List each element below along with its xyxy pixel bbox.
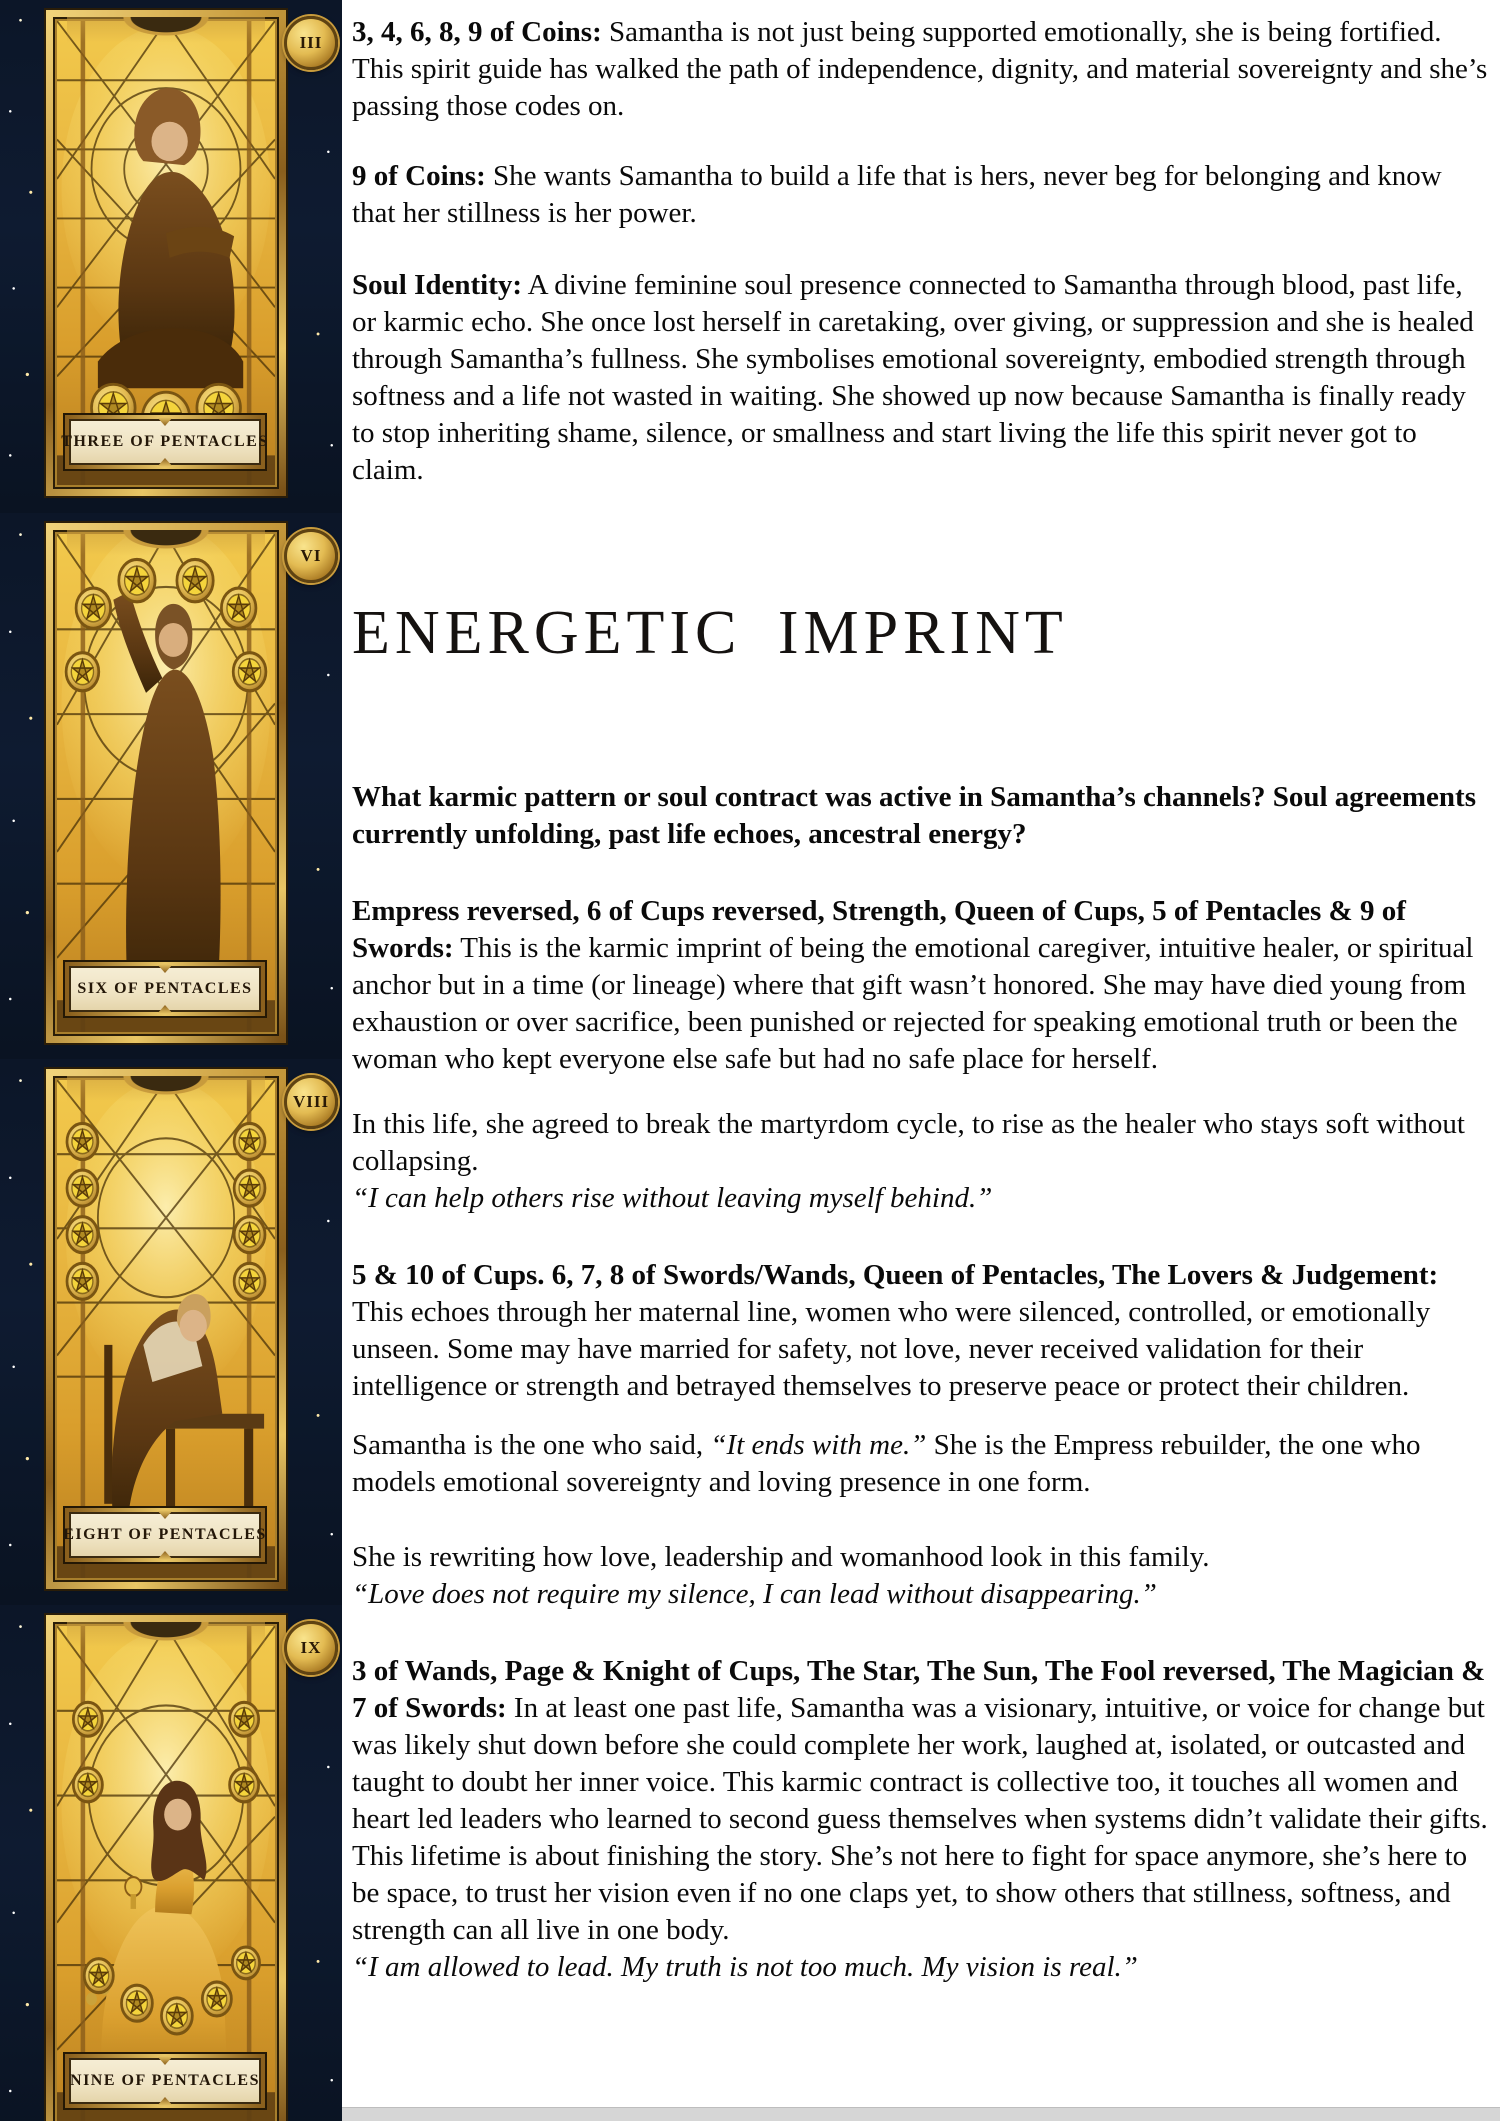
paragraph-maternal-line xyxy=(352,1257,1488,1405)
tarot-card-three-of-pentacles xyxy=(0,0,342,506)
tarot-card-eight-of-pentacles xyxy=(0,1059,342,1599)
card-frame xyxy=(46,10,286,496)
paragraph-label: 3, 4, 6, 8, 9 of Coins: xyxy=(352,16,602,48)
paragraph-label: 5 & 10 of Cups. 6, 7, 8 of Swords/Wands, Queen of Pentacles, The Lovers & Judgement: xyxy=(352,1259,1439,1291)
affirmation-quote: “I am allowed to lead. My truth is not too much. My vision is real.” xyxy=(352,1951,1138,1983)
roman-numeral-badge xyxy=(284,16,338,70)
card-name-banner xyxy=(65,2054,265,2108)
paragraph-label: 9 of Coins: xyxy=(352,160,486,192)
card-numeral: III xyxy=(299,33,323,52)
card-name: THREE OF PENTACLES xyxy=(61,433,269,450)
paragraph-body: In at least one past life, Samantha was a visionary, intuitive, or voice for change but was likely shut down before she could complete her work, laughed at, isolated, or outcasted and taught to doubt her inner voice. This karmic contract is collective too, it touches all women and heart led leaders who learned to second guess themselves when systems didn’t validate their gifts. This lifetime is about finishing the story. She’s not here to fight for space anymore, she’s here to be space, to trust her vision even if no one claps yet, to show others that stillness, softness, and strength can all live in one body. xyxy=(352,1692,1488,1946)
paragraph-body: This echoes through her maternal line, women who were silenced, controlled, or emotionally unseen. Some may have married for safety, not love, never received validation for their intelligence or strength and betrayed themselves to preserve peace or protect their children. xyxy=(352,1296,1431,1402)
stained-glass-art xyxy=(57,1080,275,1578)
paragraph-body: She is the Empress rebuilder, the one who models emotional sovereignty and loving presence in one form. xyxy=(352,1429,1421,1498)
affirmation-quote: “I can help others rise without leaving myself behind.” xyxy=(352,1182,993,1214)
roman-numeral-badge xyxy=(284,1075,338,1129)
card-frame xyxy=(46,1069,286,1589)
paragraph-karmic-imprint xyxy=(352,893,1488,1078)
card-name-banner xyxy=(61,415,269,469)
card-numeral: VI xyxy=(300,546,322,565)
card-name-banner xyxy=(65,962,265,1016)
paragraph-label: Empress reversed, 6 of Cups reversed, Strength, Queen of Cups, 5 of Pentacles & 9 of Swords: xyxy=(352,895,1406,964)
paragraph-body: Samantha is not just being supported emotionally, she is being fortified. This spirit guide has walked the path of independence, dignity, and material sovereignty and she’s passing those codes on. xyxy=(352,16,1488,122)
card-numeral: VIII xyxy=(292,1092,330,1111)
paragraph-nine-of-coins xyxy=(352,158,1488,232)
paragraph-rewriting xyxy=(352,1539,1488,1613)
paragraph-body: This is the karmic imprint of being the emotional caregiver, intuitive healer, or spiritual anchor but in a time (or lineage) where that gift wasn’t honored. She may have died young from exhaustion or over sacrifice, been punished or rejected for speaking emotional truth or been the woman who kept everyone else safe but had no safe place for herself. xyxy=(352,932,1474,1075)
card-name: NINE OF PENTACLES xyxy=(70,2072,260,2089)
card-name: EIGHT OF PENTACLES xyxy=(63,1526,267,1543)
paragraph-body: She wants Samantha to build a life that is hers, never beg for belonging and know that her stillness is her power. xyxy=(352,160,1442,229)
tarot-card-column xyxy=(0,0,342,2121)
card-frame xyxy=(46,1615,286,2121)
reading-text-column xyxy=(352,0,1488,1986)
next-page-edge xyxy=(342,2107,1500,2121)
roman-numeral-badge xyxy=(284,529,338,583)
stained-glass-art xyxy=(57,534,275,1032)
paragraph-karmic-question: What karmic pattern or soul contract was active in Samantha’s channels? Soul agreements currently unfolding, past life echoes, ancestral energy? xyxy=(352,781,1476,850)
page-title: ENERGETIC IMPRINT xyxy=(352,599,1068,667)
tarot-card-nine-of-pentacles xyxy=(0,1605,342,2121)
card-numeral: IX xyxy=(300,1638,322,1657)
paragraph-label: 3 of Wands, Page & Knight of Cups, The Star, The Sun, The Fool reversed, The Magician & 7 of Swords: xyxy=(352,1655,1486,1724)
paragraph-past-life xyxy=(352,1653,1488,1986)
tarot-card-six-of-pentacles xyxy=(0,513,342,1053)
paragraph-this-life xyxy=(352,1106,1488,1217)
paragraph-body: Samantha is the one who said, xyxy=(352,1429,711,1461)
stained-glass-art xyxy=(57,1626,275,2121)
paragraph-coins-group xyxy=(352,14,1488,125)
paragraph-body: In this life, she agreed to break the martyrdom cycle, to rise as the healer who stays soft without collapsing. xyxy=(352,1108,1465,1177)
roman-numeral-badge xyxy=(284,1621,338,1675)
card-frame xyxy=(46,523,286,1043)
paragraph-label: Soul Identity: xyxy=(352,269,523,301)
paragraph-body: A divine feminine soul presence connected to Samantha through blood, past life, or karmic echo. She once lost herself in caretaking, over giving, or suppression and she is healed through Samantha’s fullness. She symbolises emotional sovereignty, embodied strength through softness and a life not wasted in waiting. She showed up now because Samantha is finally ready to stop inheriting shame, silence, or smallness and start living the life this spirit never got to claim. xyxy=(352,269,1474,486)
card-name: SIX OF PENTACLES xyxy=(77,980,253,997)
paragraph-it-ends-with-me xyxy=(352,1427,1488,1501)
inline-quote: “It ends with me.” xyxy=(710,1429,927,1461)
paragraph-soul-identity xyxy=(352,267,1488,489)
card-name-banner xyxy=(65,1508,265,1562)
affirmation-quote: “Love does not require my silence, I can lead without disappearing.” xyxy=(352,1578,1157,1610)
paragraph-body: She is rewriting how love, leadership and womanhood look in this family. xyxy=(352,1541,1210,1573)
